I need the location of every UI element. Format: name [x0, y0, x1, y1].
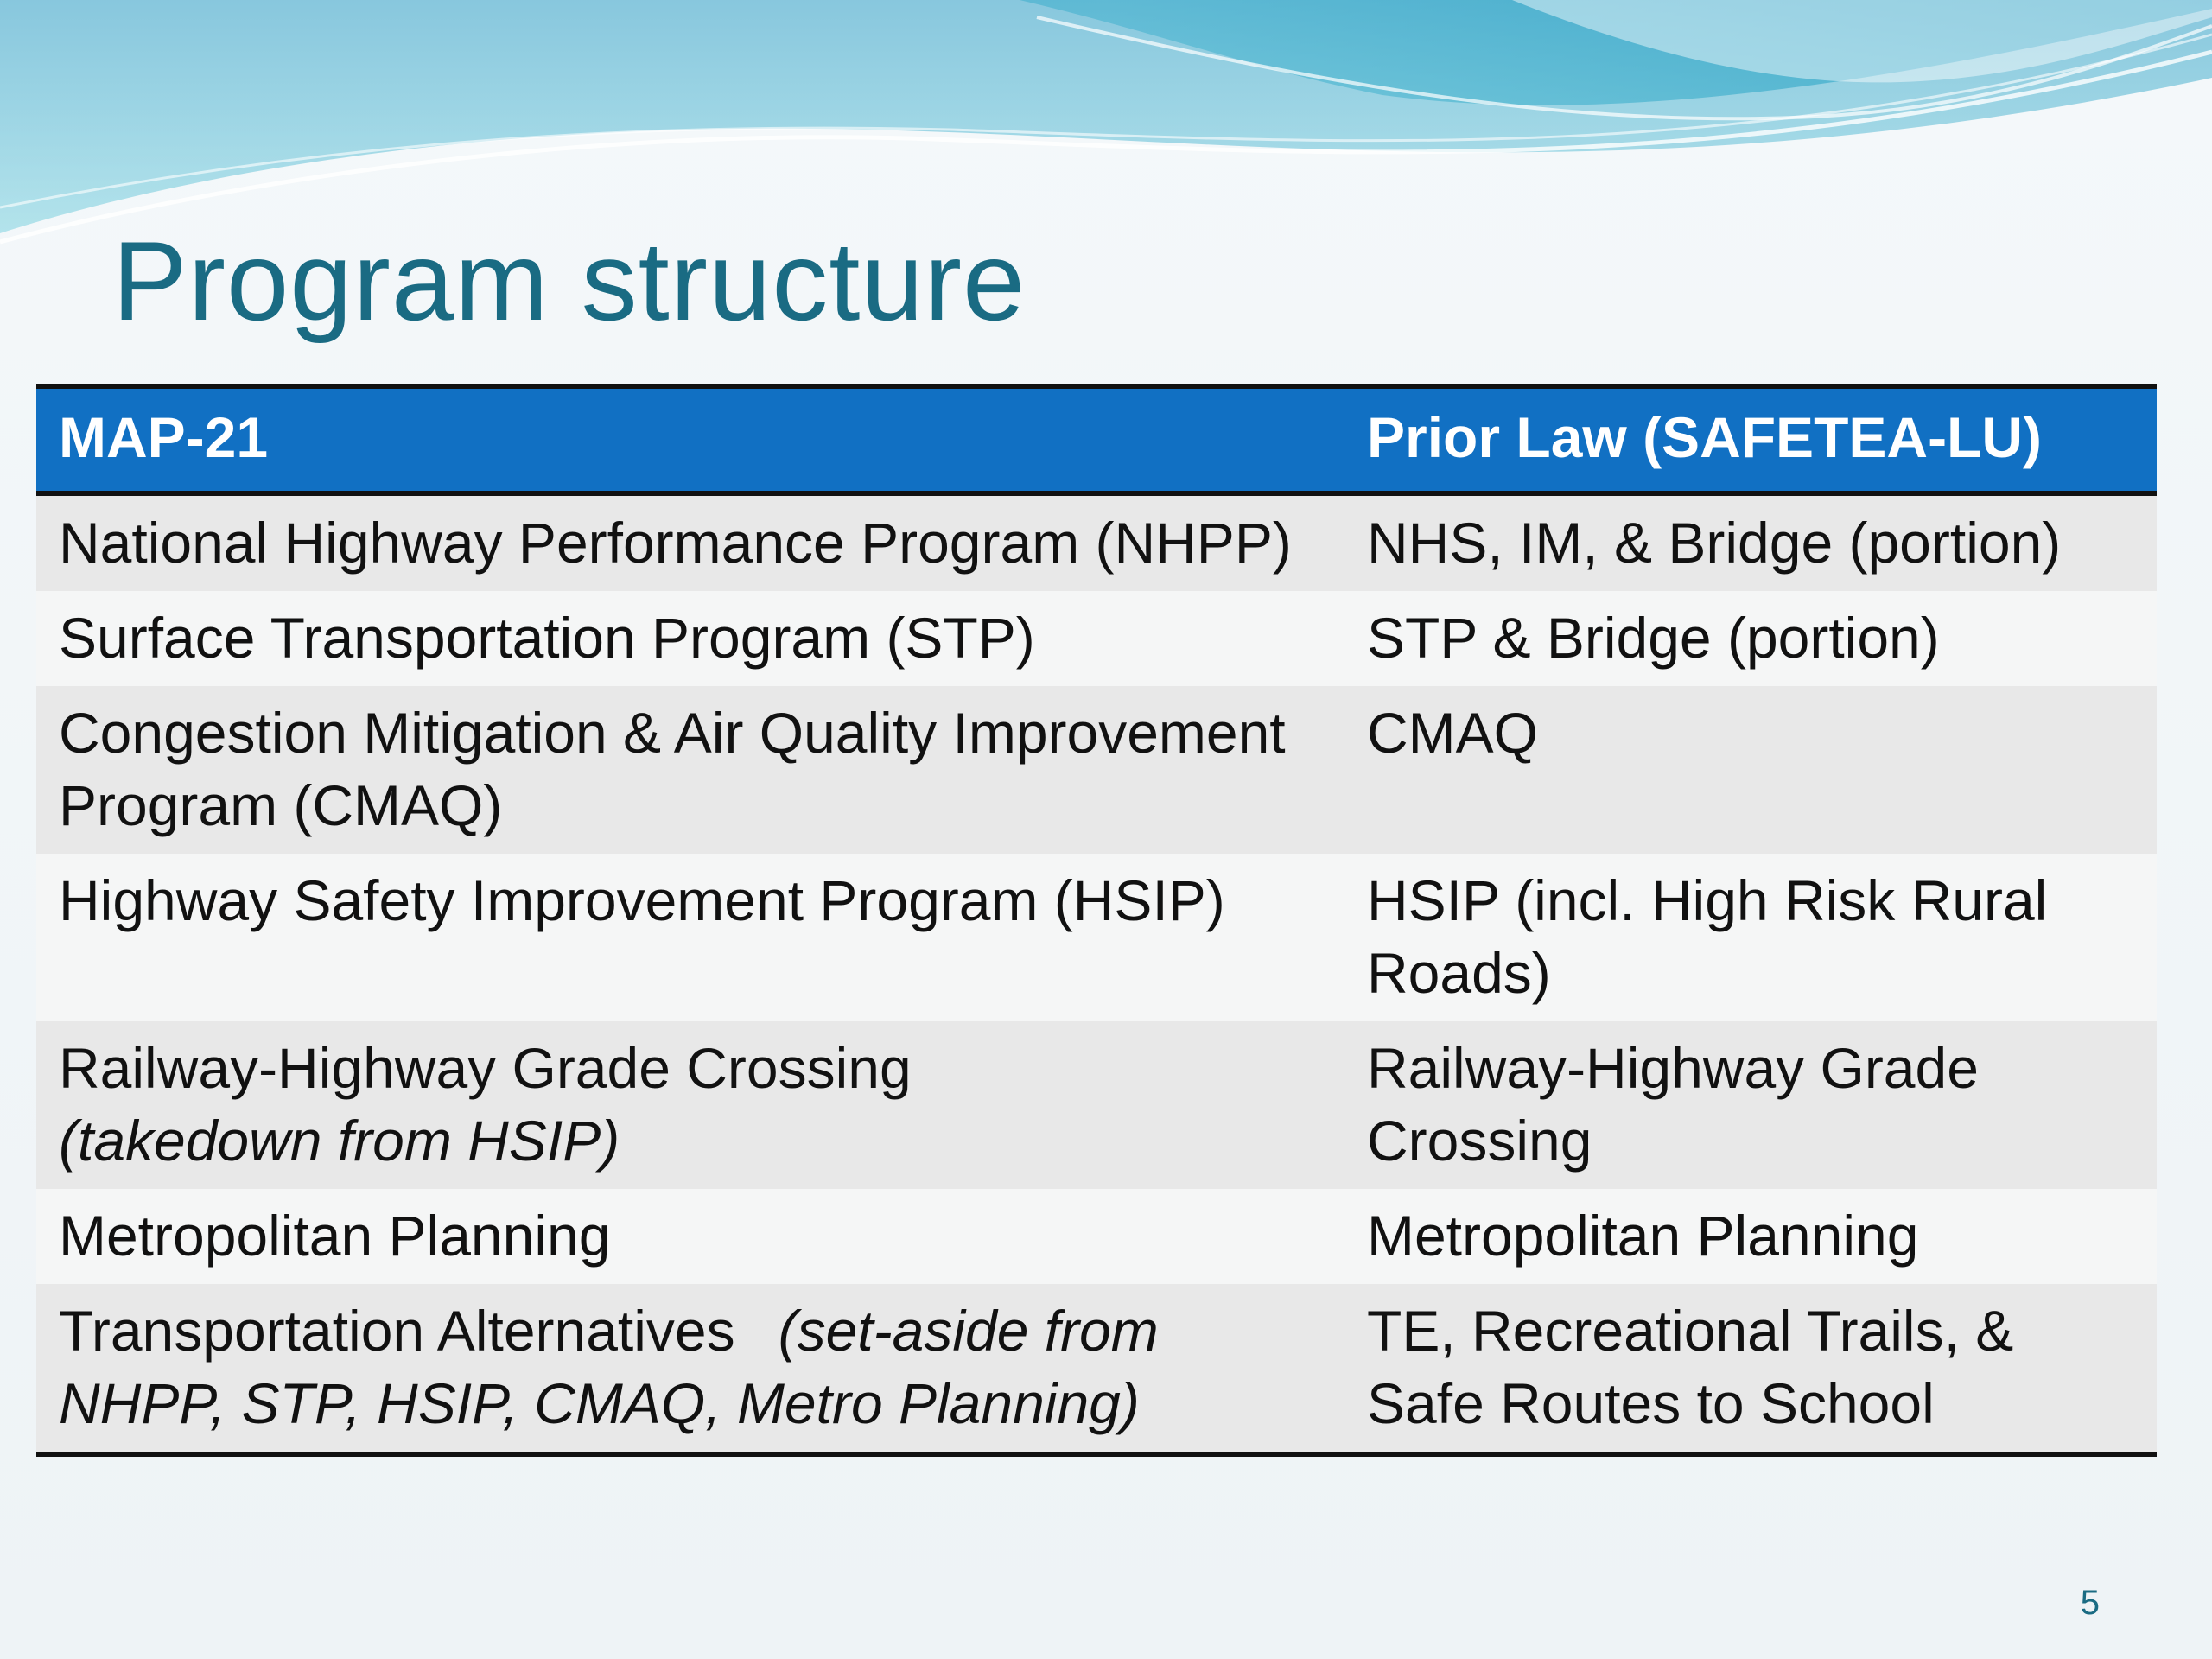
slide-title: Program structure — [112, 218, 1027, 344]
prior-law-cell: STP & Bridge (portion) — [1367, 606, 1940, 670]
map21-cell — [36, 591, 1344, 686]
table-header-row — [36, 386, 2157, 493]
prior-law-cell: NHS, IM, & Bridge (portion) — [1367, 511, 2062, 575]
map21-program: Congestion Mitigation & Air Quality Improvement Program (CMAQ) — [59, 701, 1286, 837]
header-prior-law: Prior Law (SAFETEA-LU) — [1367, 405, 2043, 469]
map21-program: Metropolitan Planning — [59, 1204, 611, 1268]
map21-program: National Highway Performance Program (NHPP) — [59, 511, 1292, 575]
program-structure-table — [36, 384, 2157, 1457]
table-row — [36, 493, 2157, 591]
prior-law-cell: CMAQ — [1367, 701, 1538, 765]
table-row — [36, 1021, 2157, 1189]
map21-cell — [36, 686, 1344, 854]
map21-note: (takedown from HSIP) — [59, 1109, 620, 1173]
table-row — [36, 686, 2157, 854]
map21-cell — [36, 854, 1344, 1021]
map21-cell — [36, 1021, 1344, 1189]
slide-number: 5 — [2080, 1584, 2100, 1622]
table-row — [36, 1284, 2157, 1454]
map21-cell — [36, 1189, 1344, 1284]
header-map21: MAP-21 — [59, 405, 269, 469]
map21-program: Railway-Highway Grade Crossing — [59, 1036, 912, 1100]
map21-cell — [36, 493, 1344, 591]
map21-program: Highway Safety Improvement Program (HSIP) — [59, 868, 1225, 932]
table-row — [36, 854, 2157, 1021]
prior-law-cell: Metropolitan Planning — [1367, 1204, 1919, 1268]
map21-program: Surface Transportation Program (STP) — [59, 606, 1035, 670]
table-row — [36, 591, 2157, 686]
prior-law-cell: Railway-Highway Grade Crossing — [1367, 1036, 1979, 1173]
map21-cell — [36, 1284, 1344, 1454]
map21-note: (set-aside from NHPP, STP, HSIP, CMAQ, Metro Planning) — [59, 1299, 1159, 1435]
prior-law-cell: TE, Recreational Trails, & Safe Routes to School — [1367, 1299, 2014, 1435]
prior-law-cell: HSIP (incl. High Risk Rural Roads) — [1367, 868, 2048, 1005]
map21-program: Transportation Alternatives — [59, 1299, 735, 1363]
table-row — [36, 1189, 2157, 1284]
